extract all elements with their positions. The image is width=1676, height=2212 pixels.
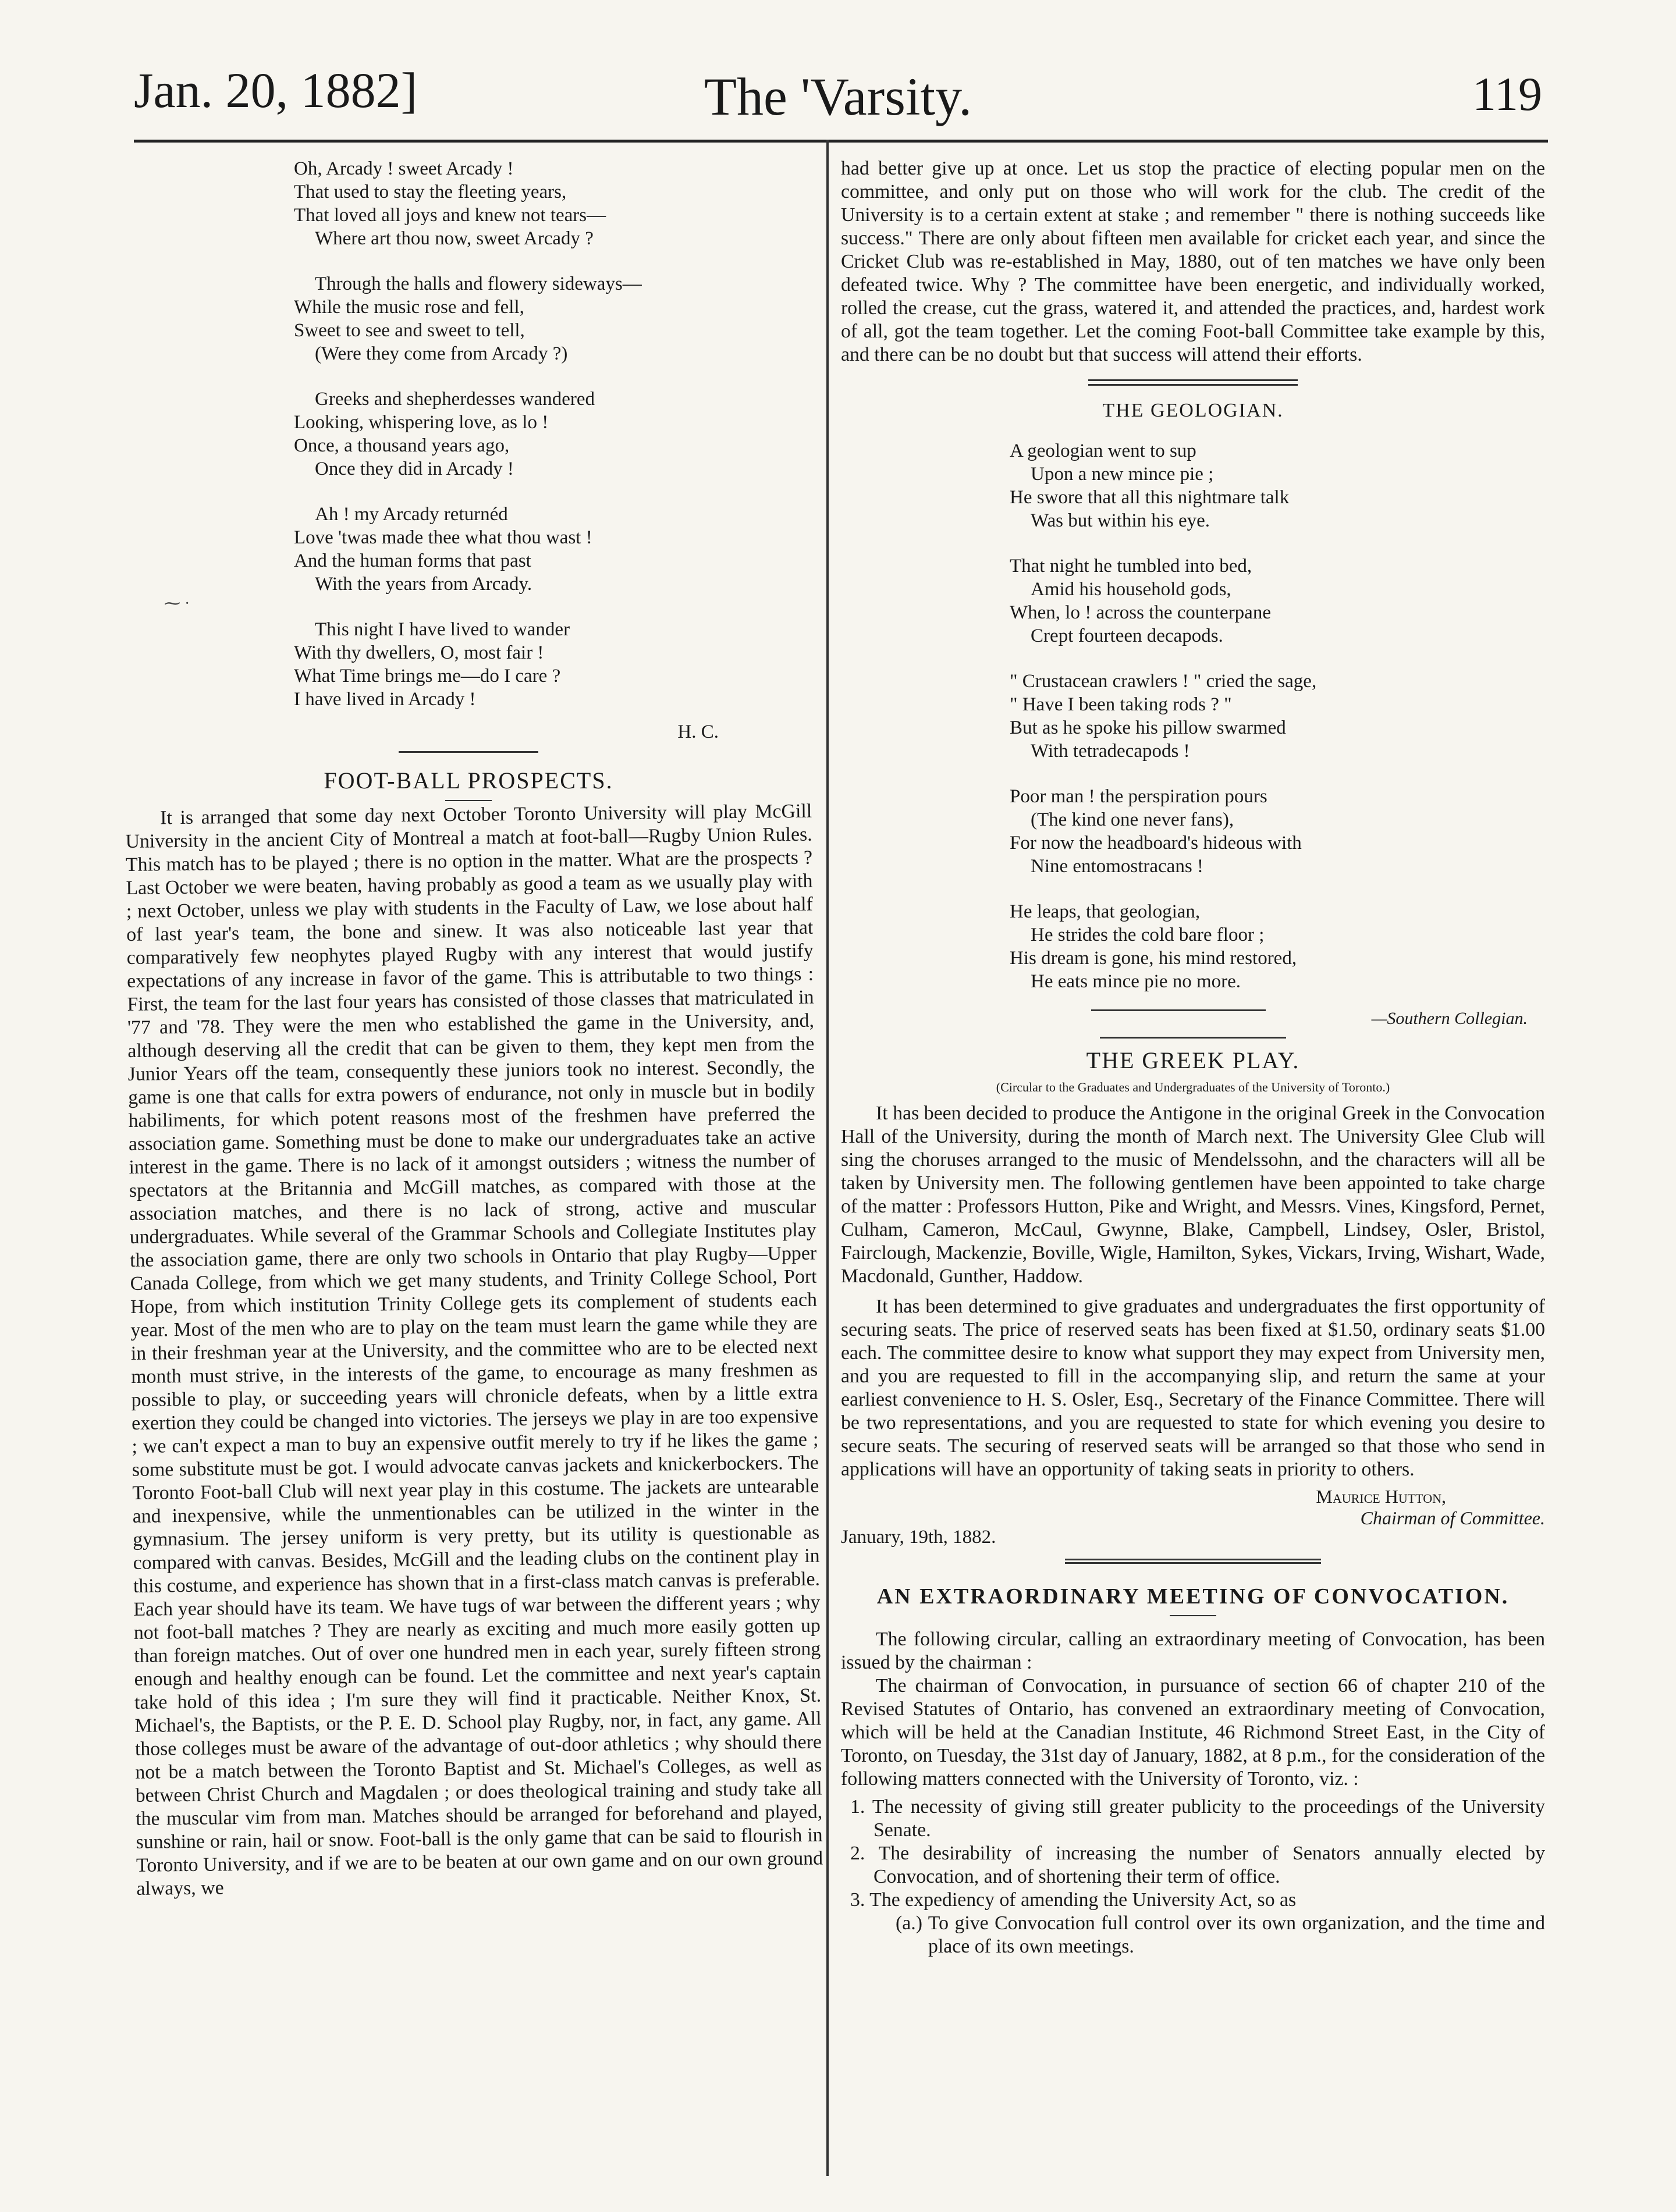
- football-continuation: had better give up at once. Let us stop the practice of electing popular men on the committee, and only put on those who will work for the club. The credit of the University is to a certain extent at stake ; and remember " there is nothing succeeds like success." There are only about fifteen men available for cricket each year, and since the Cricket Club was re-established in May, 1880, out of ten matches we have only been defeated twice. Why ? The committee have been energetic, and individually worked, rolled the crease, cut the grass, watered it, and attended the practices, and, hardest work of all, got the team together. Let the coming Foot-ball Committee take example by this, and there can be no doubt but that success will attend their efforts.: [841, 158, 1545, 365]
- poem-line: He swore that all this nightmare talk: [1010, 487, 1290, 508]
- convocation-item-1: 1. The necessity of giving still greater publicity to the proceedings of the University Senate.: [850, 1796, 1545, 1841]
- section-rule: [1100, 1037, 1286, 1039]
- poem-line: I have lived in Arcady !: [294, 689, 476, 710]
- poem-line: Greeks and shepherdesses wandered: [315, 389, 595, 410]
- poem-stanza: [1010, 900, 1545, 993]
- issue-date: Jan. 20, 1882]: [134, 62, 418, 118]
- page-number: 119: [1472, 67, 1542, 120]
- poem-line: He eats mince pie no more.: [1031, 971, 1241, 992]
- poem-stanza: [294, 618, 812, 711]
- convocation-item-2: 2. The desirability of increasing the number of Senators annually elected by Convocation, and of shortening their term of office.: [850, 1843, 1545, 1887]
- masthead-title: The 'Varsity.: [704, 67, 972, 126]
- convocation-item-3: 3. The expediency of amending the University Act, so as: [850, 1889, 1297, 1911]
- header-rule: [134, 140, 1548, 143]
- poem-line: A geologian went to sup: [1010, 440, 1196, 461]
- signer-name: Maurice Hutton,: [1316, 1486, 1446, 1507]
- poem-stanza: [294, 272, 812, 365]
- poem-line: " Crustacean crawlers ! " cried the sage,: [1010, 671, 1317, 692]
- poem-line: Once they did in Arcady !: [315, 458, 514, 479]
- column-rule: [826, 140, 829, 2176]
- poem-line: This night I have lived to wander: [315, 619, 570, 640]
- double-rule: [1088, 379, 1298, 386]
- poem-line: He leaps, that geologian,: [1010, 901, 1201, 922]
- convocation-title: AN EXTRAORDINARY MEETING OF CONVOCATION.: [876, 1584, 1510, 1609]
- poem-line: Sweet to see and sweet to tell,: [294, 320, 525, 341]
- section-rule: [399, 751, 538, 753]
- poem-stanza: [1010, 670, 1545, 763]
- poem-line: Once, a thousand years ago,: [294, 435, 510, 456]
- greek-play-paragraph-2: It has been determined to give graduates and undergraduates the first opportunity of securing seats. The price of reserved seats has been fixed at $1.50, ordinary seats $1.00 each. The committee desire to know what support they may expect from University men, and you are requested to fill in the accompanying slip, and return the same at your earliest convenience to H. S. Osler, Esq., Secretary of the Finance Committee. There will be two representations, and you are requested to state for which evening you desire to secure seats. The securing of reserved seats will be arranged so that those who send in applications will have an opportunity of taking seats in priority to others.: [841, 1296, 1545, 1480]
- poem-line: With tetradecapods !: [1031, 741, 1190, 762]
- poem-line: Nine entomostracans !: [1031, 856, 1203, 877]
- poem-stanza: [1010, 785, 1545, 878]
- poem-line: When, lo ! across the counterpane: [1010, 602, 1271, 623]
- poem-line: Through the halls and flowery sideways—: [315, 273, 642, 294]
- poem-line: " Have I been taking rods ? ": [1010, 694, 1232, 715]
- title-rule: [1170, 1615, 1216, 1616]
- convocation-paragraph: The chairman of Convocation, in pursuance of section 66 of chapter 210 of the Revised Statutes of Ontario, has convened an extraordinary meeting of Convocation, which will be held at the Canadian Institute, 46 Richmond Street East, in the City of Toronto, on Tuesday, the 31st day of January, 1882, at 8 p.m., for the consideration of the following matters connected with the University of Toronto, viz. :: [841, 1675, 1545, 1790]
- signer-role: Chairman of Committee.: [1360, 1507, 1545, 1528]
- poem-line: That used to stay the fleeting years,: [294, 182, 567, 202]
- greek-play-subtitle: (Circular to the Graduates and Undergraduates of the University of Toronto.): [996, 1080, 1390, 1094]
- margin-mark: ⁓ ·: [164, 595, 190, 613]
- football-title: FOOT-BALL PROSPECTS.: [324, 767, 613, 794]
- poem-line: Poor man ! the perspiration pours: [1010, 786, 1267, 807]
- convocation-item-3a: (a.) To give Convocation full control over its own organization, and the time and place of its own meetings.: [896, 1912, 1545, 1957]
- poem-line: Amid his household gods,: [1031, 579, 1231, 600]
- poem-line: (The kind one never fans),: [1031, 809, 1234, 830]
- page-header: [128, 55, 1548, 143]
- poem-line: Ah ! my Arcady returnéd: [315, 504, 508, 525]
- poem-stanza: [294, 157, 812, 250]
- poem-credit: —Southern Collegian.: [1371, 1009, 1528, 1028]
- poem-line: And the human forms that past: [294, 550, 531, 571]
- poem-line: Oh, Arcady ! sweet Arcady !: [294, 158, 514, 179]
- poem-line: Looking, whispering love, as lo !: [294, 412, 549, 433]
- poem-line: With the years from Arcady.: [315, 574, 532, 595]
- poem-line: What Time brings me—do I care ?: [294, 666, 561, 687]
- right-column: [841, 157, 1545, 1958]
- convocation-intro: The following circular, calling an extraordinary meeting of Convocation, has been issued by the chairman :: [841, 1628, 1545, 1673]
- poem-line: That loved all joys and knew not tears—: [294, 205, 606, 226]
- geologian-title: THE GEOLOGIAN.: [1102, 400, 1284, 421]
- poem-line: For now the headboard's hideous with: [1010, 833, 1302, 853]
- greek-play-paragraph-1: It has been decided to produce the Antigone in the original Greek in the Convocation Hall of the University, during the month of March next. The University Glee Club will sing the choruses arranged to the music of Mendelssohn, and the characters will all be taken by University men. The following gentlemen have been appointed to take charge of the matter : Professors Hutton, Pike and Wright, and Messrs. Vines, Kingsford, Pernet, Culham, Cameron, McCaul, Gwynne, Blake, Campbell, Lindsey, Osler, Bristol, Fairclough, Mackenzie, Boville, Wigle, Hamilton, Sykes, Vickars, Irving, Wishart, Wade, Macdonald, Gunther, Haddow.: [841, 1103, 1545, 1287]
- poem-line: Crept fourteen decapods.: [1031, 625, 1223, 646]
- poem-stanza: [1010, 554, 1545, 648]
- poem-line: (Were they come from Arcady ?): [315, 343, 568, 364]
- poem-line: While the music rose and fell,: [294, 297, 524, 318]
- poem-line: But as he spoke his pillow swarmed: [1010, 717, 1286, 738]
- greek-play-title: THE GREEK PLAY.: [1086, 1047, 1300, 1073]
- poem-line: His dream is gone, his mind restored,: [1010, 948, 1297, 969]
- poem-line: With thy dwellers, O, most fair !: [294, 642, 544, 663]
- poem-stanza: [294, 387, 812, 481]
- poem-line: Where art thou now, sweet Arcady ?: [315, 228, 594, 249]
- poem-stanza: [1010, 439, 1545, 532]
- title-rule: [445, 800, 492, 801]
- poem-line: He strides the cold bare floor ;: [1031, 924, 1265, 945]
- circular-date: January, 19th, 1882.: [841, 1527, 996, 1548]
- arcady-poem: [125, 157, 812, 711]
- poem-line: Upon a new mince pie ;: [1031, 464, 1214, 485]
- poem-line: Love 'twas made thee what thou wast !: [294, 527, 592, 548]
- geologian-poem: [841, 439, 1545, 993]
- poem-line: That night he tumbled into bed,: [1010, 556, 1252, 577]
- poem-line: Was but within his eye.: [1031, 510, 1210, 531]
- double-rule: [1065, 1559, 1321, 1564]
- left-column: [125, 157, 823, 1901]
- poem-stanza: [294, 503, 812, 596]
- poem-signature: H. C.: [677, 721, 719, 742]
- football-paragraph: It is arranged that some day next October Toronto University will play McGill University in the ancient City of Montreal a match at foot-ball—Rugby Union Rules. This match has to be played ; there is no option in the matter. What are the prospects ? Last October we were beaten, having probably as good a team as we usually play with ; next October, unless we play with students in the Faculty of Law, we lose about half of last year's team, the bone and sinew. It was also noticeable last year that comparatively few neophytes played Rugby with any interest that would justify expectations of any increase in favor of the game. This is attributable to two things : First, the team for the last four years has consisted of those classes that matriculated in '77 and '78. They were the men who established the game in the University, and, although deserving all the credit that can be given to them, they kept men from the Junior Years off the team, consequently these juniors took no interest. Secondly, the game is one that calls for extra powers of endurance, not only in muscle but in bodily habiliments, for which potent reasons most of the freshmen have preferred the association game. Something must be done to make our undergraduates take an active interest in the game. There is no lack of it amongst outsiders ; witness the number of spectators at the Britannia and McGill matches, as compared with those at the association matches, and there is no lack of strong, active and muscular undergraduates. While several of the Grammar Schools and Collegiate Institutes play the association game, there are only two schools in Ontario that play Rugby—Upper Canada College, from which we get many students, and Trinity College School, Port Hope, from which institution Trinity College gets its complement of students each year. Most of the men who are to play on the team must learn the game while they are in their freshman year at the University, and the committee who are to be elected next month must strive, in the interests of the game, to encourage as many freshmen as possible to play, or succeeding years will chronicle defeats, when by a little extra exertion they could be changed into victories. The jerseys we play in are too expensive ; we can't expect a man to buy an expensive outfit merely to try if he likes the game ; some substitute must be got. I would advocate canvas jackets and knickerbockers. The Toronto Foot-ball Club will next year play in this costume. The jackets are untearable and inexpensive, while the unmentionables can be utilized in the winter in the gymnasium. The jersey uniform is very pretty, but its utility is questionable as compared with canvas. Besides, McGill and the leading clubs on the continent play in this costume, and experience has shown that in a first-class match canvas is preferable. Each year should have its team. We have tugs of war between the different years ; why not foot-ball matches ? They are nearly as exciting and much more easily gotten up than foreign matches. Out of over one hundred men in each year, surely fifteen strong enough and healthy enough can be found. Let the committee and next year's captain take hold of this idea ; I'm sure they will find it practicable. Neither Knox, St. Michael's, the Baptists, or the P. E. D. School play Rugby, nor, in fact, any game. All those colleges must be aware of the advantage of out-door athletics ; why should there not be a match between the Toronto Baptist and St. Michael's Colleges, as well as between Christ Church and Magdalen ; or does theological training and study take all the muscular vim from man. Matches should be arranged for beforehand and played, sunshine or rain, hail or snow. Foot-ball is the only game that can be said to flourish in Toronto University, and if we are to be beaten at our own game and on our own ground always, we: [125, 800, 823, 1900]
